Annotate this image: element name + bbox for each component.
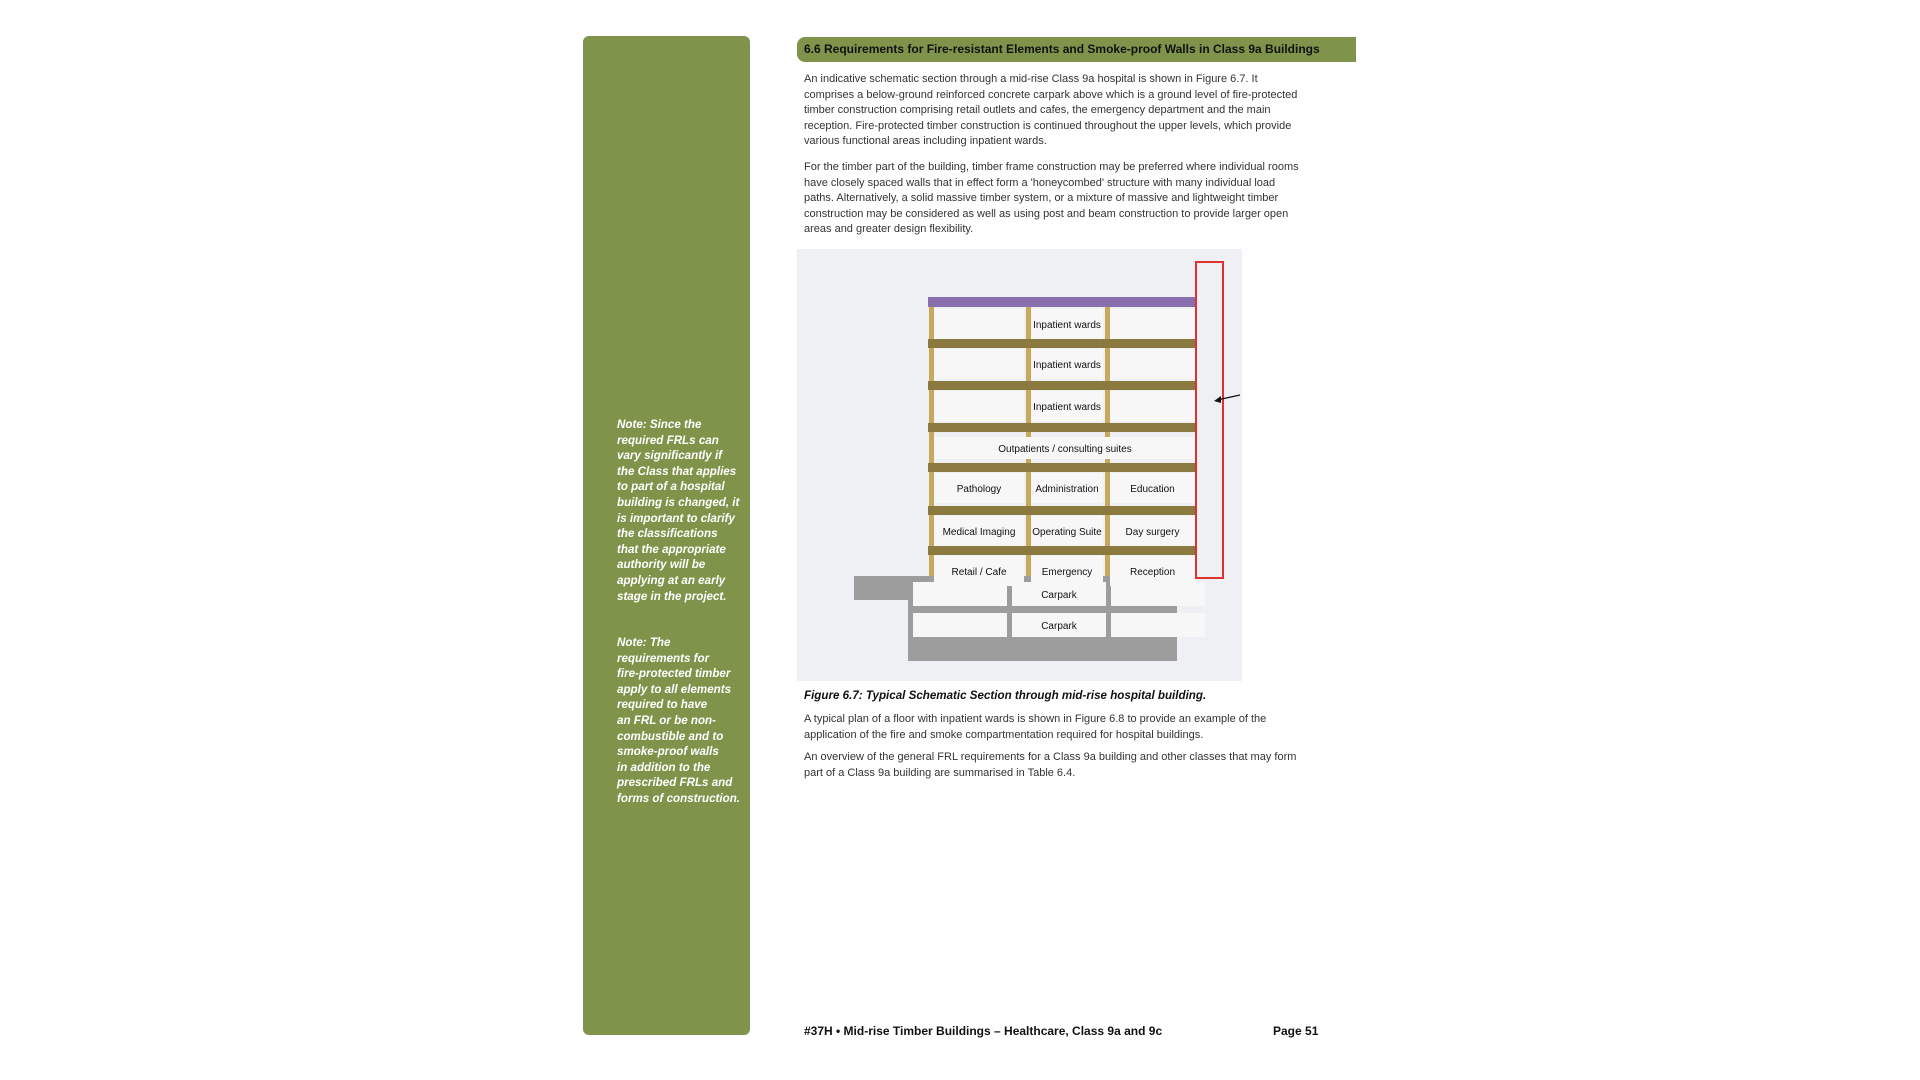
room-cell [934, 391, 1024, 421]
sidebar-note-frl-classification: Note: Since the required FRLs can vary significantly if the Class that applies to part of a hospital building is changed, it is important to clarify the classifications that the appropriate authority will be applying at an early stage in the project. [617, 418, 740, 603]
paragraph-floor-plan: A typical plan of a floor with inpatient wards is shown in Figure 6.8 to provide an example of the application of the fire and smoke compartmentation required for hospital buildings. [804, 713, 1267, 741]
room-label: Day surgery [1125, 527, 1180, 538]
roof-slab [928, 297, 1196, 307]
room-label: Inpatient wards [1033, 320, 1101, 331]
timber-floor-beam [928, 339, 1196, 348]
room-label: Inpatient wards [1033, 360, 1101, 371]
room-cell [934, 349, 1024, 379]
room-label: Education [1130, 484, 1175, 495]
footer-page-number: Page 51 [1273, 1024, 1319, 1038]
room-label: Inpatient wards [1033, 402, 1101, 413]
room-cell [1110, 349, 1195, 379]
room-cell [913, 582, 1007, 606]
room-label: Carpark [1041, 621, 1077, 632]
sidebar-notes-panel [583, 36, 750, 1035]
room-label: Outpatients / consulting suites [998, 444, 1132, 455]
room-cell [1111, 582, 1205, 606]
timber-floor-beam [928, 506, 1196, 515]
timber-floor-beam [928, 546, 1196, 555]
paragraph-frl-overview: An overview of the general FRL requirements for a Class 9a building and other classes that may form part of a Class 9a building are summarised in Table 6.4. [804, 751, 1297, 779]
timber-floor-beam [928, 463, 1196, 472]
timber-floor-beam [928, 381, 1196, 390]
room-label: Operating Suite [1032, 527, 1102, 538]
room-label: Retail / Cafe [951, 567, 1007, 578]
paragraph-timber-systems: For the timber part of the building, timber frame construction may be preferred where individual rooms have closely spaced walls that in effect form a 'honeycombed' structure with many individual load paths. Alternatively, a solid massive timber system, or a mixture of massive and lightweight timber construction may be considered as well as using post and beam construction to provide larger open areas and greater design flexibility. [804, 161, 1299, 236]
room-label: Carpark [1041, 590, 1077, 601]
timber-floor-beam [928, 423, 1196, 432]
room-cell [1110, 309, 1195, 339]
paragraph-intro: An indicative schematic section through a mid-rise Class 9a hospital is shown in Figure 6.7. It comprises a below-ground reinforced concrete carpark above which is a ground level of fire-protected timber construction comprising retail outlets and cafes, the emergency department and the main reception. Fire-protected timber construction is continued throughout the upper levels, which provide various functional areas including inpatient wards. [804, 73, 1298, 148]
room-label: Pathology [956, 484, 1002, 495]
section-title: 6.6 Requirements for Fire-resistant Elements and Smoke-proof Walls in Class 9a Buildings [804, 42, 1320, 56]
room-cell [913, 613, 1007, 637]
room-label: Medical Imaging [942, 527, 1016, 538]
room-label: Administration [1035, 484, 1099, 495]
room-cell [1110, 391, 1195, 421]
room-label: Emergency [1041, 567, 1093, 578]
room-cell [934, 309, 1024, 339]
section-header-bar [797, 37, 1356, 62]
figure-caption: Figure 6.7: Typical Schematic Section through mid-rise hospital building. [804, 689, 1207, 702]
room-cell [1111, 613, 1205, 637]
footer-document-title: #37H • Mid-rise Timber Buildings – Healthcare, Class 9a and 9c [804, 1024, 1163, 1038]
schematic-section-drawing [797, 249, 1356, 681]
room-label: Reception [1129, 567, 1176, 578]
sidebar-note-fire-protected-timber: Note: The requirements for fire-protected timber apply to all elements required to have an FRL or be non- combustible and to smoke-proof walls in addition to the prescribed FRLs and forms of construction. [617, 636, 741, 805]
figure-schematic-section [797, 249, 1356, 681]
